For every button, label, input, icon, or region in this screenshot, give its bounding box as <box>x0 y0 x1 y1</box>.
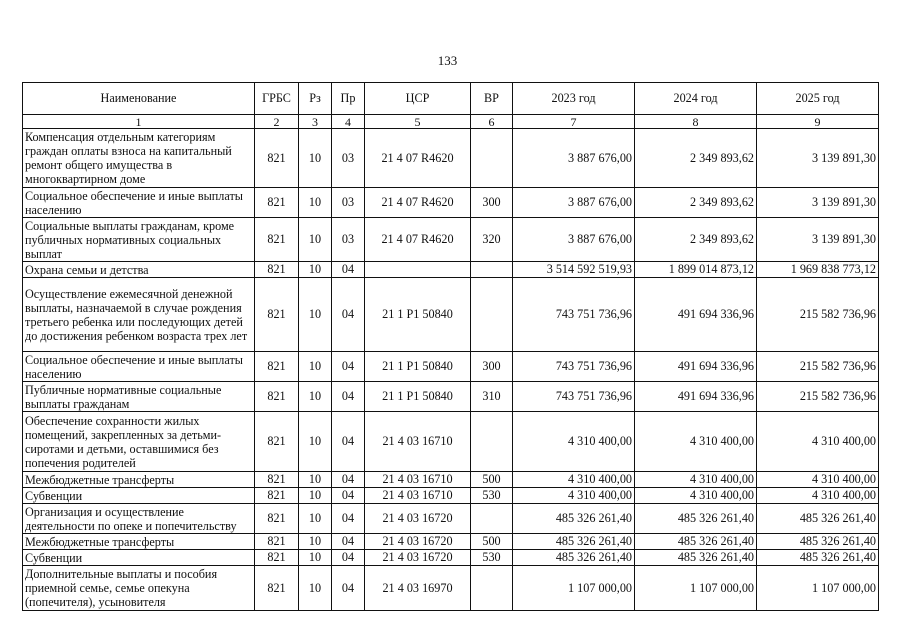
row-2025: 215 582 736,96 <box>757 278 879 352</box>
row-csr <box>365 262 471 278</box>
row-2025: 3 139 891,30 <box>757 129 879 188</box>
col-number: 9 <box>757 115 879 129</box>
row-grbs: 821 <box>255 488 299 504</box>
row-grbs: 821 <box>255 352 299 382</box>
row-2025: 215 582 736,96 <box>757 382 879 412</box>
table-row <box>23 262 879 278</box>
row-2025: 485 326 261,40 <box>757 504 879 534</box>
col-header-pr: Пр <box>332 83 365 115</box>
row-rz: 10 <box>299 412 332 472</box>
budget-table <box>22 82 879 611</box>
col-header-rz: Рз <box>299 83 332 115</box>
table-row <box>23 129 879 188</box>
row-csr: 21 4 03 16720 <box>365 504 471 534</box>
row-2023: 4 310 400,00 <box>513 412 635 472</box>
row-csr: 21 4 03 16720 <box>365 550 471 566</box>
row-rz: 10 <box>299 550 332 566</box>
table-row <box>23 488 879 504</box>
row-name: Социальное обеспечение и иные выплаты населению <box>23 352 255 382</box>
row-rz: 10 <box>299 488 332 504</box>
row-name: Межбюджетные трансферты <box>23 472 255 488</box>
row-rz: 10 <box>299 382 332 412</box>
table-row <box>23 504 879 534</box>
row-vr: 530 <box>471 488 513 504</box>
row-pr: 04 <box>332 262 365 278</box>
row-2024: 491 694 336,96 <box>635 278 757 352</box>
row-2025: 485 326 261,40 <box>757 550 879 566</box>
row-pr: 04 <box>332 534 365 550</box>
row-grbs: 821 <box>255 188 299 218</box>
row-2024: 4 310 400,00 <box>635 412 757 472</box>
row-csr: 21 4 03 16970 <box>365 566 471 611</box>
row-vr <box>471 504 513 534</box>
row-vr: 500 <box>471 534 513 550</box>
table-row <box>23 278 879 352</box>
col-number: 5 <box>365 115 471 129</box>
row-2025: 485 326 261,40 <box>757 534 879 550</box>
row-2025: 3 139 891,30 <box>757 188 879 218</box>
row-csr: 21 1 P1 50840 <box>365 278 471 352</box>
row-pr: 03 <box>332 129 365 188</box>
row-vr: 500 <box>471 472 513 488</box>
row-2025: 215 582 736,96 <box>757 352 879 382</box>
row-vr <box>471 278 513 352</box>
row-pr: 04 <box>332 472 365 488</box>
row-name: Осуществление ежемесячной денежной выплаты, назначаемой в случае рождения третьего ребенка или последующих детей до достижения ребенком возраста трех лет <box>23 278 255 352</box>
row-2024: 485 326 261,40 <box>635 534 757 550</box>
row-grbs: 821 <box>255 534 299 550</box>
row-name: Дополнительные выплаты и пособия приемной семье, семье опекуна (попечителя), усыновителя <box>23 566 255 611</box>
header-row <box>23 83 879 115</box>
row-rz: 10 <box>299 352 332 382</box>
row-name: Социальные выплаты гражданам, кроме публичных нормативных социальных выплат <box>23 218 255 262</box>
table-row <box>23 472 879 488</box>
col-number: 7 <box>513 115 635 129</box>
row-pr: 04 <box>332 550 365 566</box>
row-2023: 4 310 400,00 <box>513 472 635 488</box>
row-2024: 485 326 261,40 <box>635 550 757 566</box>
row-grbs: 821 <box>255 218 299 262</box>
table-row <box>23 566 879 611</box>
row-2024: 4 310 400,00 <box>635 488 757 504</box>
row-2024: 1 899 014 873,12 <box>635 262 757 278</box>
row-2024: 491 694 336,96 <box>635 382 757 412</box>
page-number: 133 <box>437 53 458 68</box>
row-grbs: 821 <box>255 472 299 488</box>
row-2025: 3 139 891,30 <box>757 218 879 262</box>
row-pr: 03 <box>332 188 365 218</box>
row-name: Организация и осуществление деятельности по опеке и попечительству <box>23 504 255 534</box>
table-row <box>23 382 879 412</box>
row-name: Компенсация отдельным категориям граждан оплаты взноса на капитальный ремонт общего имущества в многоквартирном доме <box>23 129 255 188</box>
row-csr: 21 1 P1 50840 <box>365 382 471 412</box>
row-name: Субвенции <box>23 550 255 566</box>
row-2024: 2 349 893,62 <box>635 218 757 262</box>
row-csr: 21 1 P1 50840 <box>365 352 471 382</box>
col-header-2023: 2023 год <box>513 83 635 115</box>
col-header-grbs: ГРБС <box>255 83 299 115</box>
row-grbs: 821 <box>255 412 299 472</box>
col-header-2024: 2024 год <box>635 83 757 115</box>
row-2025: 4 310 400,00 <box>757 472 879 488</box>
row-2023: 1 107 000,00 <box>513 566 635 611</box>
row-grbs: 821 <box>255 129 299 188</box>
table-row <box>23 550 879 566</box>
row-2025: 1 969 838 773,12 <box>757 262 879 278</box>
table-row <box>23 352 879 382</box>
col-header-name: Наименование <box>23 83 255 115</box>
row-pr: 04 <box>332 566 365 611</box>
row-2023: 485 326 261,40 <box>513 550 635 566</box>
row-name: Обеспечение сохранности жилых помещений, закрепленных за детьми-сиротами и детьми, оставшимися без попечения родителей <box>23 412 255 472</box>
col-number: 2 <box>255 115 299 129</box>
row-rz: 10 <box>299 566 332 611</box>
row-2024: 4 310 400,00 <box>635 472 757 488</box>
row-rz: 10 <box>299 278 332 352</box>
table-row <box>23 188 879 218</box>
row-grbs: 821 <box>255 278 299 352</box>
col-header-csr: ЦСР <box>365 83 471 115</box>
row-vr: 300 <box>471 352 513 382</box>
row-pr: 03 <box>332 218 365 262</box>
row-2024: 2 349 893,62 <box>635 188 757 218</box>
row-csr: 21 4 03 16710 <box>365 412 471 472</box>
row-vr: 320 <box>471 218 513 262</box>
table-row <box>23 534 879 550</box>
col-number: 6 <box>471 115 513 129</box>
row-2024: 2 349 893,62 <box>635 129 757 188</box>
row-2025: 4 310 400,00 <box>757 488 879 504</box>
row-name: Межбюджетные трансферты <box>23 534 255 550</box>
row-rz: 10 <box>299 129 332 188</box>
row-pr: 04 <box>332 278 365 352</box>
row-rz: 10 <box>299 534 332 550</box>
row-2023: 485 326 261,40 <box>513 504 635 534</box>
row-name: Охрана семьи и детства <box>23 262 255 278</box>
row-csr: 21 4 07 R4620 <box>365 218 471 262</box>
row-2023: 3 887 676,00 <box>513 188 635 218</box>
row-vr: 530 <box>471 550 513 566</box>
row-rz: 10 <box>299 218 332 262</box>
row-vr <box>471 129 513 188</box>
row-rz: 10 <box>299 472 332 488</box>
row-2023: 485 326 261,40 <box>513 534 635 550</box>
row-2023: 743 751 736,96 <box>513 278 635 352</box>
row-rz: 10 <box>299 504 332 534</box>
row-2023: 4 310 400,00 <box>513 488 635 504</box>
row-grbs: 821 <box>255 262 299 278</box>
table-row <box>23 412 879 472</box>
row-csr: 21 4 03 16710 <box>365 488 471 504</box>
row-name: Субвенции <box>23 488 255 504</box>
row-grbs: 821 <box>255 382 299 412</box>
row-grbs: 821 <box>255 566 299 611</box>
col-number: 1 <box>23 115 255 129</box>
col-number: 3 <box>299 115 332 129</box>
column-number-row <box>23 115 879 129</box>
row-name: Социальное обеспечение и иные выплаты населению <box>23 188 255 218</box>
row-2024: 1 107 000,00 <box>635 566 757 611</box>
row-2023: 3 514 592 519,93 <box>513 262 635 278</box>
row-pr: 04 <box>332 382 365 412</box>
col-number: 8 <box>635 115 757 129</box>
row-csr: 21 4 07 R4620 <box>365 129 471 188</box>
row-2024: 485 326 261,40 <box>635 504 757 534</box>
row-vr: 300 <box>471 188 513 218</box>
row-csr: 21 4 03 16710 <box>365 472 471 488</box>
row-vr <box>471 566 513 611</box>
row-grbs: 821 <box>255 504 299 534</box>
col-header-vr: ВР <box>471 83 513 115</box>
row-2025: 4 310 400,00 <box>757 412 879 472</box>
row-rz: 10 <box>299 262 332 278</box>
row-grbs: 821 <box>255 550 299 566</box>
row-2025: 1 107 000,00 <box>757 566 879 611</box>
row-2023: 743 751 736,96 <box>513 352 635 382</box>
row-pr: 04 <box>332 504 365 534</box>
row-pr: 04 <box>332 352 365 382</box>
row-2023: 3 887 676,00 <box>513 129 635 188</box>
col-header-2025: 2025 год <box>757 83 879 115</box>
row-csr: 21 4 03 16720 <box>365 534 471 550</box>
row-pr: 04 <box>332 412 365 472</box>
row-rz: 10 <box>299 188 332 218</box>
row-vr <box>471 412 513 472</box>
row-name: Публичные нормативные социальные выплаты гражданам <box>23 382 255 412</box>
row-2024: 491 694 336,96 <box>635 352 757 382</box>
row-pr: 04 <box>332 488 365 504</box>
row-2023: 3 887 676,00 <box>513 218 635 262</box>
row-2023: 743 751 736,96 <box>513 382 635 412</box>
row-vr <box>471 262 513 278</box>
col-number: 4 <box>332 115 365 129</box>
table-row <box>23 218 879 262</box>
row-vr: 310 <box>471 382 513 412</box>
row-csr: 21 4 07 R4620 <box>365 188 471 218</box>
